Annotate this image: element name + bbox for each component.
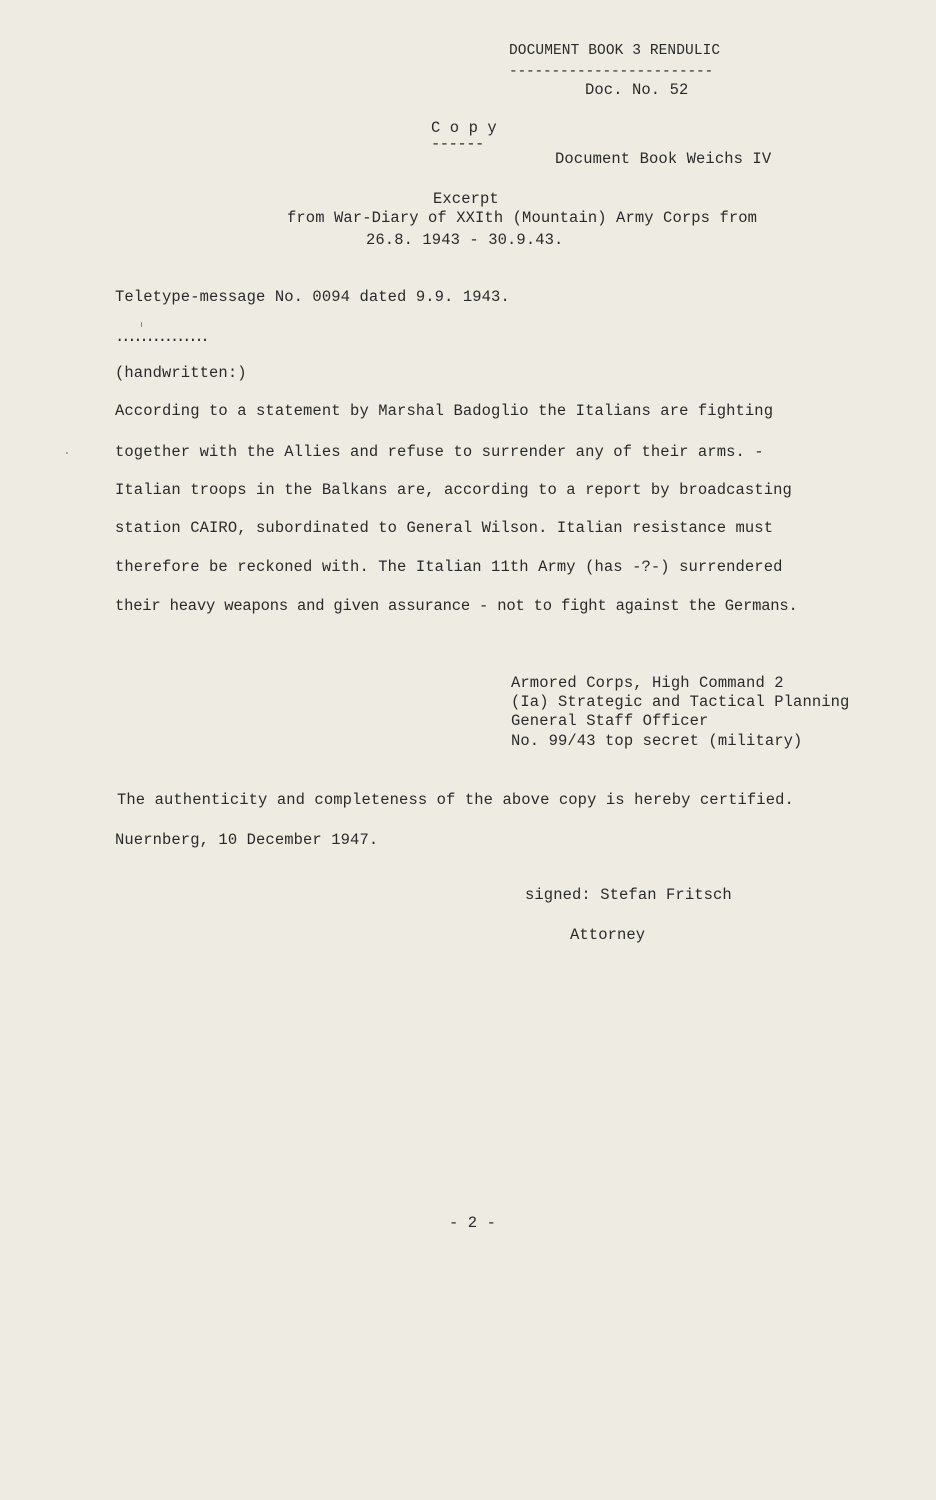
body-line: According to a statement by Marshal Badoglio the Italians are fighting xyxy=(115,402,774,420)
sender-line: Armored Corps, High Command 2 xyxy=(511,674,784,692)
excerpt-title: Excerpt xyxy=(433,190,499,208)
teletype-message: Teletype-message No. 0094 dated 9.9. 1943. xyxy=(115,288,510,306)
body-line: therefore be reckoned with. The Italian 11th Army (has -?-) surrendered xyxy=(115,558,783,576)
excerpt-dates: 26.8. 1943 - 30.9.43. xyxy=(366,231,564,249)
body-line: station CAIRO, subordinated to General Wilson. Italian resistance must xyxy=(115,519,774,537)
body-line: together with the Allies and refuse to surrender any of their arms. - xyxy=(115,443,764,461)
doc-number: Doc. No. 52 xyxy=(585,81,689,99)
excerpt-source: from War-Diary of XXIth (Mountain) Army Corps from xyxy=(287,209,758,227)
paper-speck xyxy=(66,452,68,454)
place-and-date: Nuernberg, 10 December 1947. xyxy=(115,831,379,849)
sender-line: (Ia) Strategic and Tactical Planning xyxy=(511,693,850,711)
page-number: - 2 - xyxy=(449,1214,497,1232)
signature-line: signed: Stefan Fritsch xyxy=(525,886,732,904)
sender-line: General Staff Officer xyxy=(511,712,709,730)
body-line: their heavy weapons and given assurance - not to fight against the Germans. xyxy=(115,597,798,615)
paper-mark xyxy=(141,322,142,327)
copy-label: C o p y xyxy=(431,119,497,137)
document-book-reference: Document Book Weichs IV xyxy=(555,150,772,168)
handwritten-note: (handwritten:) xyxy=(115,364,247,382)
document-book-header: DOCUMENT BOOK 3 RENDULIC xyxy=(509,43,721,59)
header-underline: ------------------------ xyxy=(509,64,714,80)
signer-title: Attorney xyxy=(570,926,646,944)
sender-line: No. 99/43 top secret (military) xyxy=(511,732,803,750)
copy-underline: ------ xyxy=(431,135,484,153)
body-line: Italian troops in the Balkans are, according to a report by broadcasting xyxy=(115,481,792,499)
certification-statement: The authenticity and completeness of the above copy is hereby certified. xyxy=(117,791,794,809)
dotted-separator: ............... xyxy=(115,328,207,346)
